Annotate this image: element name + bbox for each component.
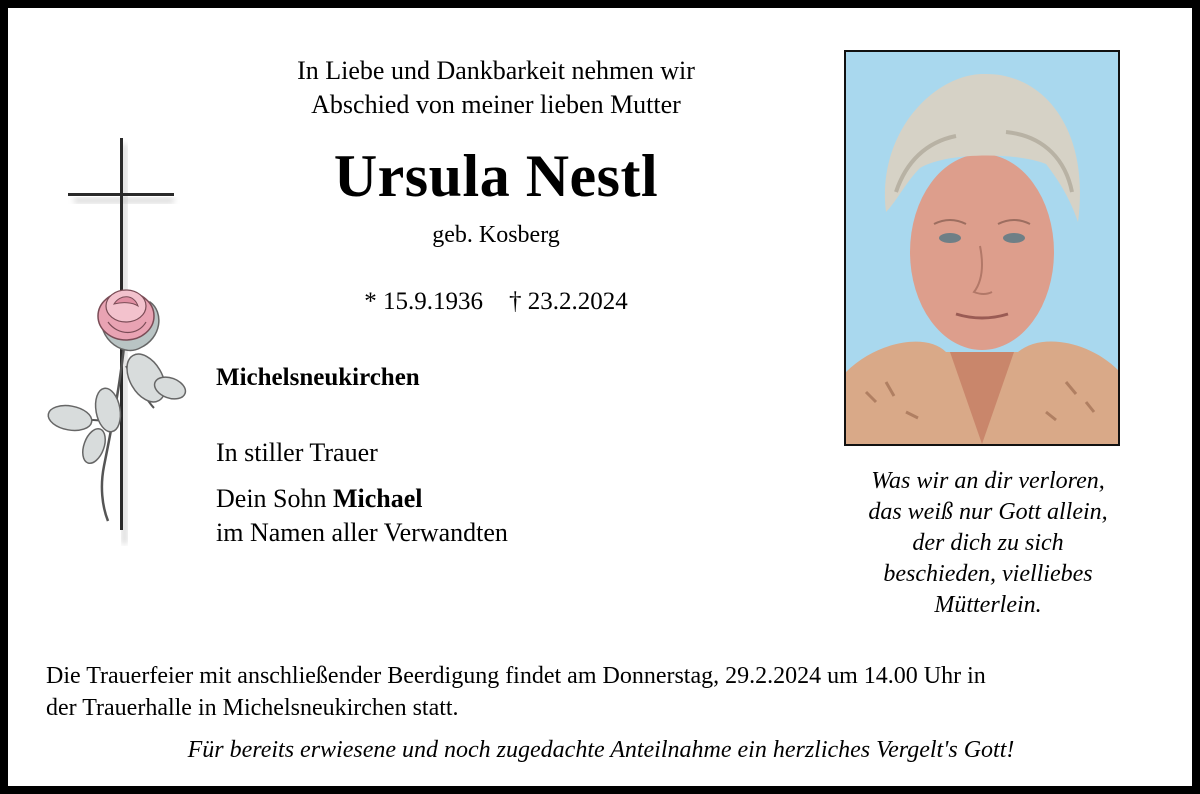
relatives-line: im Namen aller Verwandten — [216, 518, 508, 547]
deceased-name: Ursula Nestl — [333, 143, 659, 209]
mourning-intro: In stiller Trauer — [216, 438, 378, 467]
birth-date: * 15.9.1936 — [364, 288, 483, 315]
death-date: † 23.2.2024 — [509, 288, 628, 315]
poem-line: Was wir an dir verloren, — [871, 468, 1105, 494]
ceremony-notice — [46, 660, 1156, 724]
poem — [828, 466, 1148, 621]
son-line — [216, 482, 423, 516]
thanks-note: Für bereits erwiesene und noch zugedachte Anteilnahme ein herzliches Vergelt's Gott! — [187, 737, 1015, 763]
poem-line: der dich zu sich — [912, 530, 1064, 556]
life-dates — [128, 286, 864, 318]
maiden-name: geb. Kosberg — [432, 222, 560, 248]
ceremony-line-2: der Trauerhalle in Michelsneukirchen statt. — [46, 695, 459, 721]
place-name: Michelsneukirchen — [216, 364, 420, 391]
rose-icon — [46, 290, 188, 521]
son-prefix: Dein Sohn — [216, 484, 327, 513]
intro-line-1: In Liebe und Dankbarkeit nehmen wir — [297, 56, 695, 85]
obituary-card — [8, 8, 1192, 786]
poem-line: das weiß nur Gott allein, — [868, 499, 1108, 525]
portrait-photo — [844, 50, 1120, 446]
poem-line: beschieden, vielliebes — [883, 561, 1093, 587]
intro-line-2: Abschied von meiner lieben Mutter — [311, 90, 681, 119]
portrait-image — [846, 52, 1118, 444]
poem-line: Mütterlein. — [934, 592, 1042, 618]
intro-text — [128, 54, 864, 122]
ceremony-line-1: Die Trauerfeier mit anschließender Beerdigung findet am Donnerstag, 29.2.2024 um 14.00 Uhr in — [46, 663, 986, 689]
son-name: Michael — [333, 484, 423, 513]
